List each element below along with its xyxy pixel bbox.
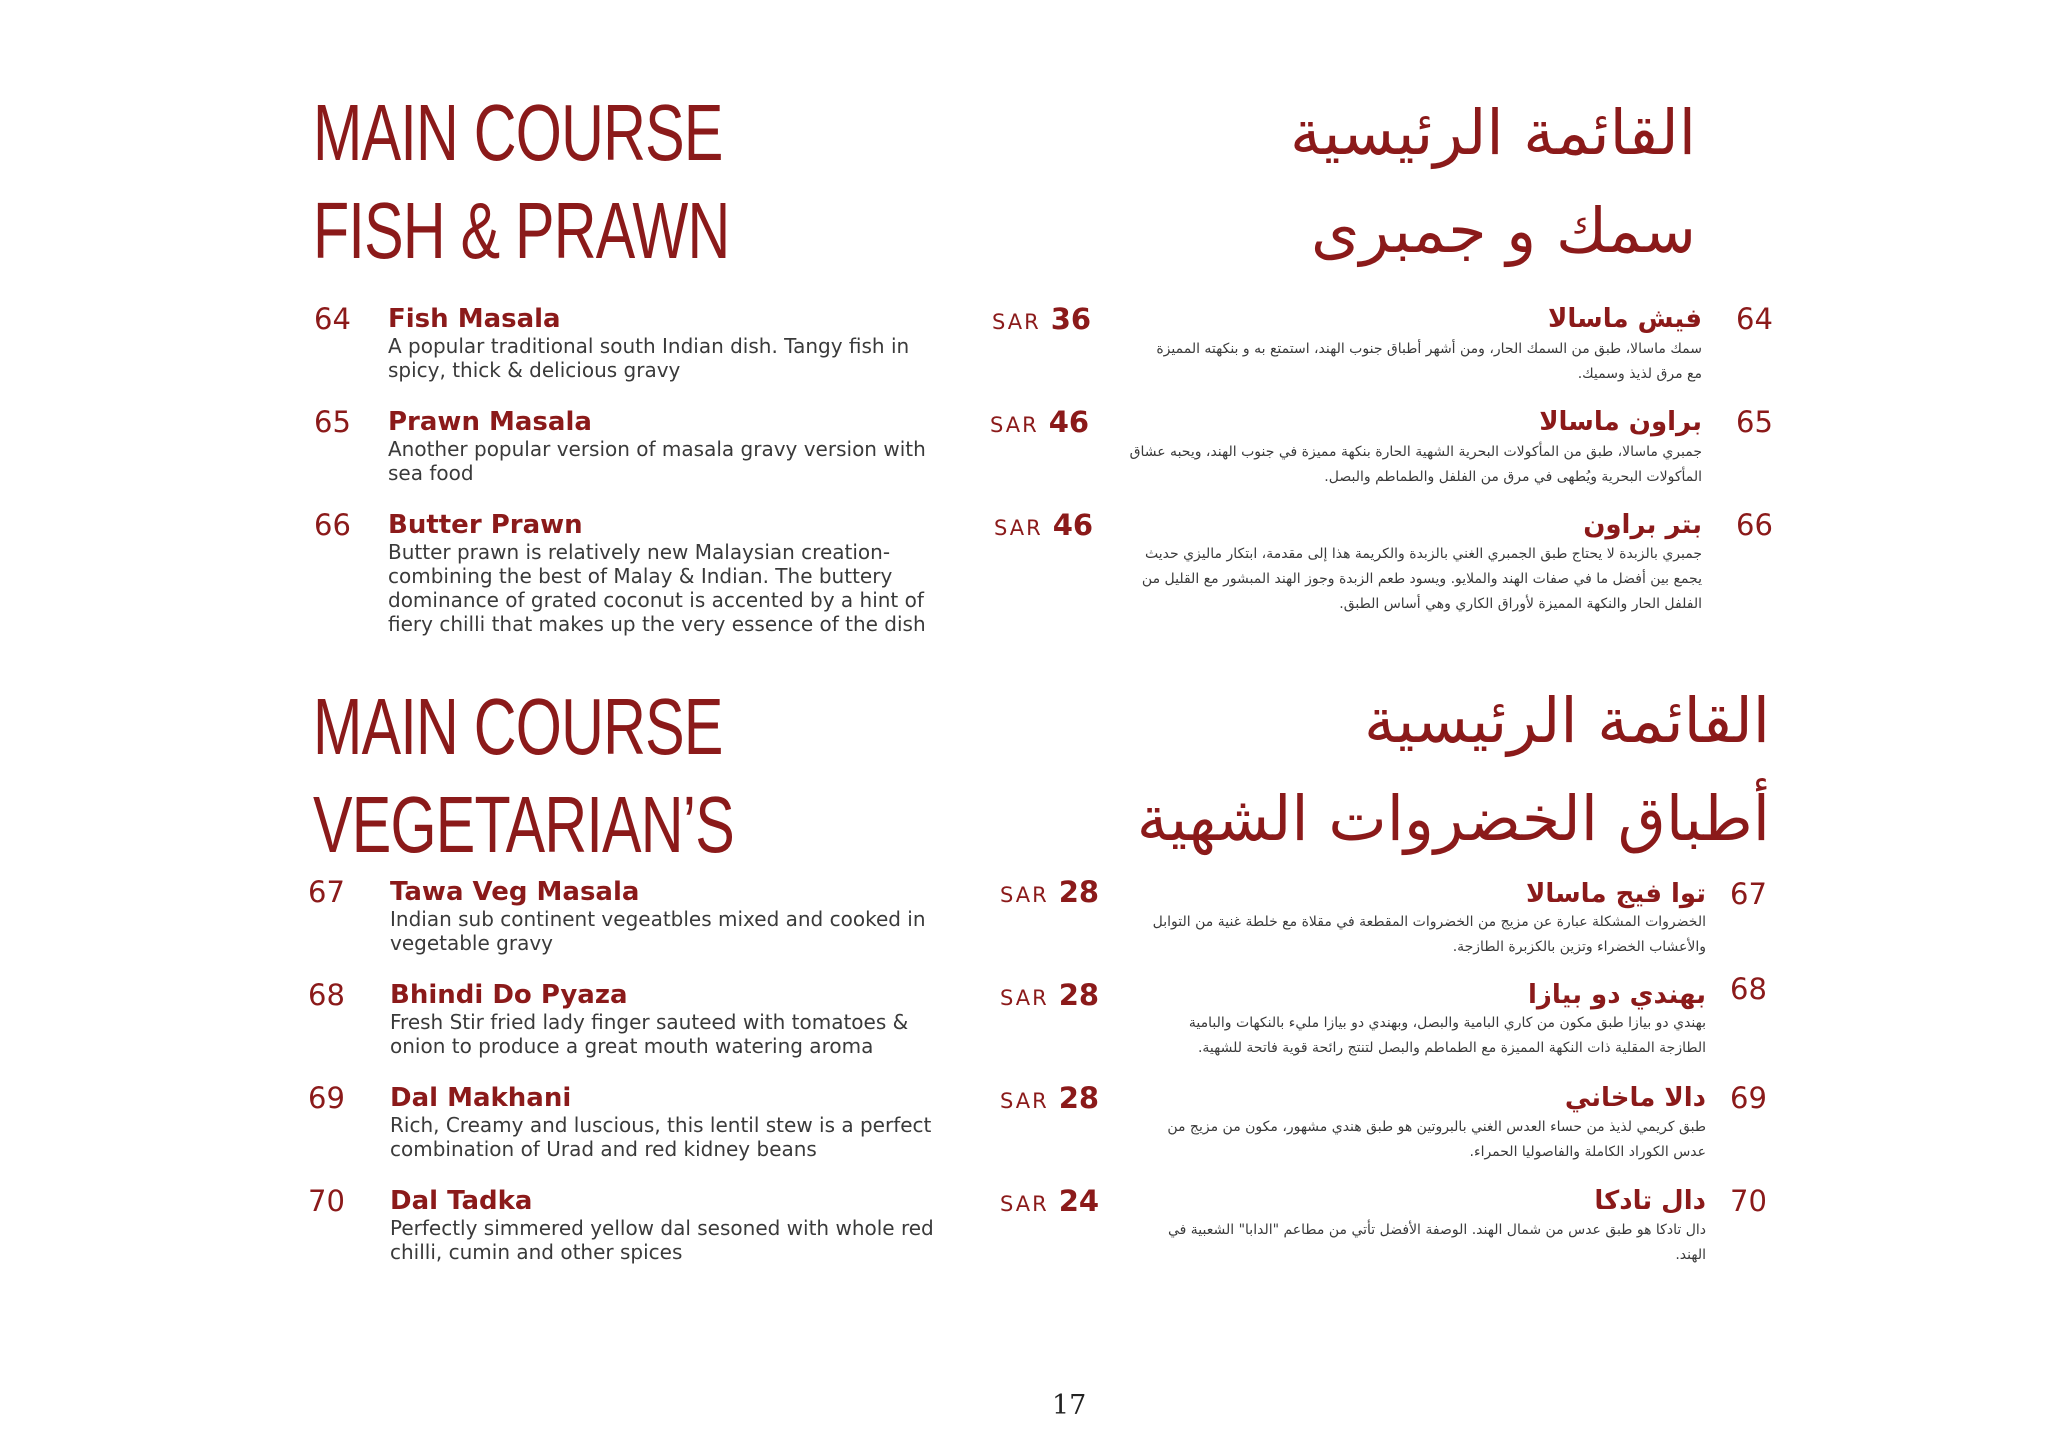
item-description: Perfectly simmered yellow dal sesoned with whole red chilli, cumin and other spices — [390, 1216, 934, 1264]
item-name-ar: براون ماسالا — [1539, 407, 1702, 437]
page-number: 17 — [1052, 1390, 1087, 1421]
item-number-ar: 69 — [1730, 1081, 1767, 1115]
price-value: 28 — [1058, 875, 1100, 909]
section-title-en-line2: VEGETARIAN’S — [313, 780, 734, 869]
item-description-ar: الخضروات المشكلة عبارة عن مزيج من الخضروات المقطعة في مقلاة مع خلطة غنية من التوابل والأعشاب الخضراء وتزين بالكزبرة الطازجة. — [1152, 914, 1706, 955]
item-number-ar: 68 — [1730, 972, 1767, 1006]
item-description: Indian sub continent vegeatbles mixed and cooked in vegetable gravy — [390, 907, 926, 955]
item-price — [1000, 875, 1099, 909]
item-name: Butter Prawn — [388, 510, 583, 540]
section-title-en-line2: FISH & PRAWN — [313, 186, 730, 275]
item-name-ar: بهندي دو بيازا — [1527, 980, 1706, 1010]
item-description-ar: جمبري ماسالا، طبق من المأكولات البحرية الشهية الحارة بنكهة مميزة في جنوب الهند، ويحبه عشاق المأكولات البحرية ويُطهى في مرق من الفلفل والطماطم والبصل. — [1129, 444, 1702, 485]
item-name-ar: بتر براون — [1583, 510, 1702, 540]
item-description: Fresh Stir fried lady finger sauteed with tomatoes & onion to produce a great mouth watering aroma — [390, 1010, 909, 1058]
item-name: Bhindi Do Pyaza — [390, 980, 628, 1010]
price-value: 46 — [1048, 405, 1090, 439]
item-number: 69 — [308, 1081, 345, 1115]
price-value: 28 — [1058, 1081, 1100, 1115]
price-value: 28 — [1058, 978, 1100, 1012]
section-title-ar-line2: أطباق الخضروات الشهية — [1136, 782, 1770, 855]
item-price — [990, 405, 1089, 439]
item-price — [994, 508, 1093, 542]
section-title-ar-line1: القائمة الرئيسية — [1364, 684, 1770, 757]
item-name-ar: توا فيج ماسالا — [1525, 879, 1706, 909]
item-price — [1000, 978, 1099, 1012]
item-description-ar: جمبري بالزبدة لا يحتاج طبق الجمبري الغني بالزبدة والكريمة هذا إلى مقدمة، ابتكار ماليزي حديث يجمع بين أفضل ما في صفات الهند والملايو. ويسود طعم الزبدة وجوز الهند المبشور مع القليل من الفلفل الحار والنكهة المميزة لأوراق الكاري وهي أساس الطبق. — [1141, 546, 1702, 612]
item-description: Rich, Creamy and luscious, this lentil stew is a perfect combination of Urad and red kidney beans — [390, 1113, 932, 1161]
item-number-ar: 67 — [1730, 877, 1767, 911]
item-description-ar: طبق كريمي لذيذ من حساء العدس الغني بالبروتين هو طبق هندي مشهور، مكون من مزيج من عدس الكوراد الكاملة والفاصوليا الحمراء. — [1167, 1119, 1706, 1160]
item-number: 65 — [314, 405, 351, 439]
item-name: Dal Tadka — [390, 1186, 533, 1216]
item-name-ar: دال تادكا — [1594, 1186, 1706, 1216]
item-number-ar: 65 — [1736, 405, 1773, 439]
item-description-ar: بهندي دو بيازا طبق مكون من كاري البامية والبصل، وبهندي دو بيازا مليء بالنكهات والبامية الطازجة المقلية ذات النكهة المميزة مع الطماطم والبصل لتنتج رائحة قوية فاتحة للشهية. — [1188, 1015, 1706, 1056]
currency-label: SAR — [1000, 1192, 1049, 1216]
item-number: 66 — [314, 508, 351, 542]
item-price — [992, 302, 1091, 336]
item-price — [1000, 1184, 1099, 1218]
item-price — [1000, 1081, 1099, 1115]
section-title-ar-line1: القائمة الرئيسية — [1290, 96, 1696, 169]
price-value: 46 — [1052, 508, 1094, 542]
item-number: 64 — [314, 302, 351, 336]
item-name-ar: فيش ماسالا — [1548, 304, 1702, 334]
price-value: 36 — [1050, 302, 1092, 336]
item-number-ar: 64 — [1736, 302, 1773, 336]
section-title-en-line1: MAIN COURSE — [313, 88, 723, 177]
currency-label: SAR — [1000, 986, 1049, 1010]
item-name-ar: دالا ماخاني — [1564, 1083, 1706, 1113]
item-number-ar: 70 — [1730, 1184, 1767, 1218]
section-title-en-line1: MAIN COURSE — [313, 682, 723, 771]
item-name: Fish Masala — [388, 304, 561, 334]
item-number: 70 — [308, 1184, 345, 1218]
item-number: 67 — [308, 875, 345, 909]
item-description: Another popular version of masala gravy version with sea food — [388, 437, 926, 485]
item-description-ar: دال تادكا هو طبق عدس من شمال الهند. الوصفة الأفضل تأتي من مطاعم "الدابا" الشعبية في الهند. — [1167, 1222, 1706, 1263]
currency-label: SAR — [990, 413, 1039, 437]
currency-label: SAR — [1000, 1089, 1049, 1113]
item-name: Tawa Veg Masala — [390, 877, 640, 907]
item-number: 68 — [308, 978, 345, 1012]
item-description: Butter prawn is relatively new Malaysian creation- combining the best of Malay & Indian. The buttery dominance of grated coconut is accented by a hint of fiery chilli that makes up the very essence of the dish — [388, 540, 926, 636]
item-description-ar: سمك ماسالا، طبق من السمك الحار، ومن أشهر أطباق جنوب الهند، استمتع به و بنكهته المميزة مع مرق لذيذ وسميك. — [1156, 341, 1702, 382]
price-value: 24 — [1058, 1184, 1100, 1218]
section-title-ar-line2: سمك و جمبرى — [1310, 194, 1696, 267]
currency-label: SAR — [992, 310, 1041, 334]
item-name: Prawn Masala — [388, 407, 592, 437]
item-name: Dal Makhani — [390, 1083, 572, 1113]
currency-label: SAR — [994, 516, 1043, 540]
item-description: A popular traditional south Indian dish. Tangy fish in spicy, thick & delicious gravy — [388, 334, 910, 382]
currency-label: SAR — [1000, 883, 1049, 907]
item-number-ar: 66 — [1736, 508, 1773, 542]
